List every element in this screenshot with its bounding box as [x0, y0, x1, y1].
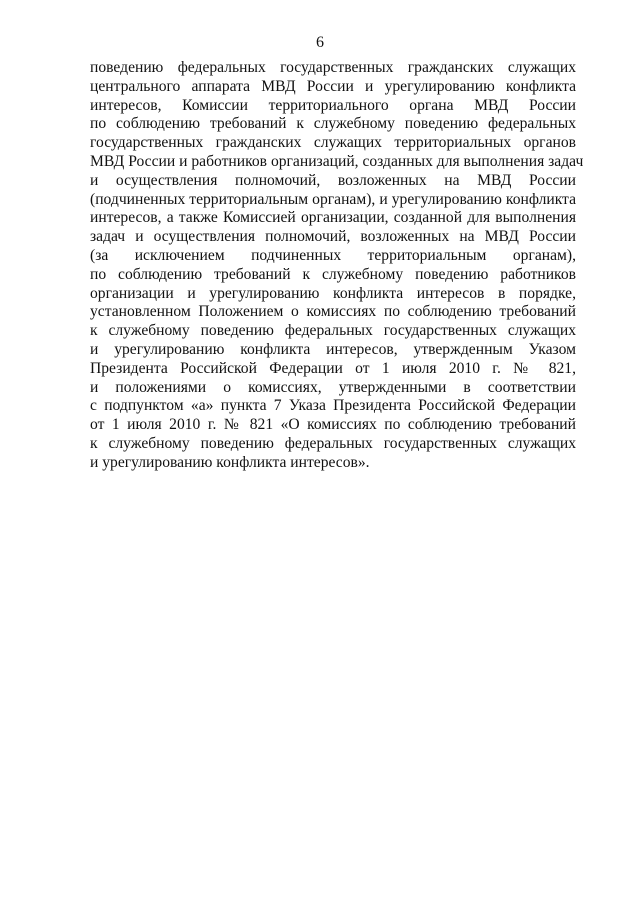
- text-line: к служебному поведению федеральных государственных служащих: [90, 434, 576, 452]
- text-line: с подпунктом «а» пункта 7 Указа Президента Российской Федерации: [90, 397, 576, 415]
- text-line: и положениями о комиссиях, утвержденными в соответствии: [90, 378, 576, 396]
- text-line: установленном Положением о комиссиях по соблюдению требований: [90, 303, 576, 321]
- text-line: интересов, а также Комиссией организации, созданной для выполнения: [90, 209, 576, 227]
- text-line: от 1 июля 2010 г. № 821 «О комиссиях по соблюдению требований: [90, 416, 576, 434]
- text-line: МВД России и работников организаций, созданных для выполнения задач: [90, 152, 584, 170]
- text-line: и урегулированию конфликта интересов, утвержденным Указом: [90, 340, 576, 358]
- text-line: Президента Российской Федерации от 1 июля 2010 г. № 821,: [90, 359, 576, 377]
- text-line: интересов, Комиссии территориального органа МВД России: [90, 96, 576, 114]
- text-line: (подчиненных территориальным органам), и урегулированию конфликта: [90, 190, 576, 208]
- text-line: к служебному поведению федеральных государственных служащих: [90, 322, 576, 340]
- text-line: поведению федеральных государственных гражданских служащих: [90, 59, 576, 76]
- text-line: по соблюдению требований к служебному поведению работников: [90, 265, 576, 283]
- text-line: организации и урегулированию конфликта интересов в порядке,: [90, 284, 576, 302]
- text-line: центрального аппарата МВД России и урегулированию конфликта: [90, 77, 576, 95]
- text-line: государственных гражданских служащих территориальных органов: [90, 134, 576, 152]
- text-line: и урегулированию конфликта интересов».: [90, 453, 370, 471]
- body-paragraph: [90, 59, 584, 473]
- text-line: задач и осуществления полномочий, возложенных на МВД России: [90, 228, 576, 246]
- text-line: (за исключением подчиненных территориальным органам),: [90, 246, 576, 264]
- text-line: и осуществления полномочий, возложенных на МВД России: [90, 171, 576, 189]
- page-number: 6: [316, 34, 324, 51]
- text-line: по соблюдению требований к служебному поведению федеральных: [90, 115, 576, 133]
